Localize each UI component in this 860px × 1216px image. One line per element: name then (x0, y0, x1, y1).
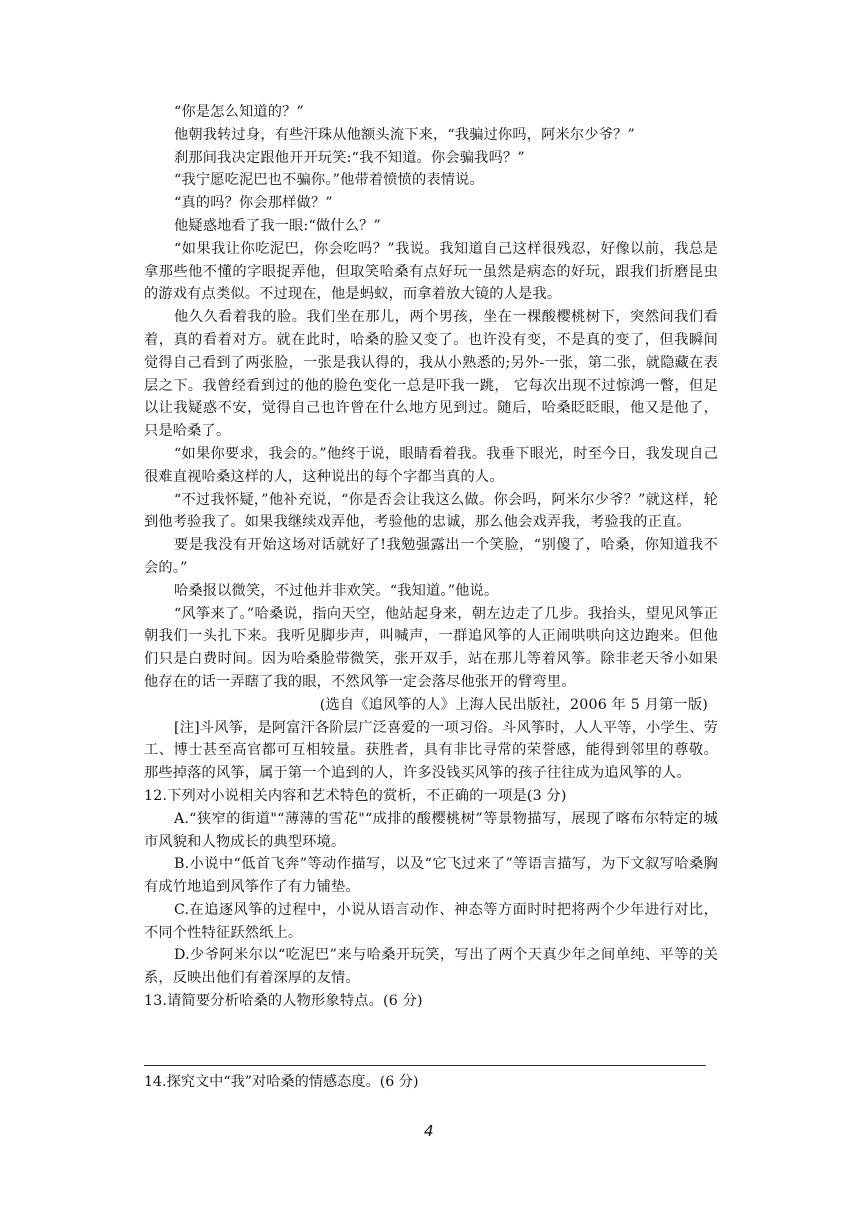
question: 12.下列对小说相关内容和艺术特色的赏析，不正确的一项是(3 分) (144, 787, 567, 804)
paragraph: B.小说中“低首飞奔”等动作描写，以及“它飞过来了”等语言描写，为下文叙写哈桑胸有成竹地追到风筝作了有力铺垫。 (144, 856, 718, 896)
paragraph: “我宁愿吃泥巴也不骗你。”他带着愤愤的表情说。 (174, 172, 484, 189)
paragraph: 刹那间我决定跟他开开玩笑:“我不知道。你会骗我吗？” (174, 149, 525, 166)
source-citation: (选自《追风筝的人》上海人民出版社，2006 年 5 月第一版) (319, 696, 708, 713)
paragraph: 哈桑报以微笑，不过他并非欢笑。“我知道。”他说。 (174, 582, 499, 599)
paragraph: “如果你要求，我会的。”他终于说，眼睛看着我。我垂下眼光，时至今日，我发现自己很难直视哈桑这样的人，这种说出的每个字都当真的人。 (144, 445, 718, 485)
paragraph: 他疑惑地看了我一眼:“做什么？” (174, 217, 381, 234)
paragraph: 他久久看着我的脸。我们坐在那儿，两个男孩，坐在一棵酸樱桃树下，突然间我们看着，真的看着对方。就在此时，哈桑的脸又变了。也许没有变，不是真的变了，但我瞬间觉得自己看到了两张脸，一张是我认得的，我从小熟悉的;另外-一张，第二张，就隐藏在表层之下。我曾经看到过的他的脸色变化一总是吓我一跳， 它每次出现不过惊鸿一瞥，但足以让我疑惑不安，觉得自己也许曾在什么地方见到过。随后，哈桑眨眨眼，他又是他了，只是哈桑了。 (144, 309, 718, 440)
paragraph: A.“狭窄的街道"“薄薄的雪花"“成排的酸樱桃树”等景物描写，展现了喀布尔特定的城市风貌和人物成长的典型环境。 (144, 810, 718, 850)
paragraph: “如果我让你吃泥巴，你会吃吗？”我说。我知道自己这样很残忍，好像以前，我总是拿那些他不懂的字眼捉弄他，但取笑哈桑有点好玩一虽然是病态的好玩，跟我们折磨昆虫的游戏有点类似。不过现在，他是蚂蚁，而拿着放大镜的人是我。 (144, 240, 718, 303)
paragraph: “不过我怀疑，”他补充说，“你是否会让我这么做。你会吗，阿米尔少爷？”就这样，轮到他考验我了。如果我继续戏弄他，考验他的忠诚，那么他会戏弄我，考验我的正直。 (144, 491, 718, 531)
paragraph: [注]斗风筝，是阿富汗各阶层广泛喜爱的一项习俗。斗风筝时，人人平等，小学生、劳工、博士甚至高官都可互相较量。获胜者，具有非比寻常的荣誉感，能得到邻里的尊敬。那些掉落的风筝，属于第一个追到的人，许多没钱买风筝的孩子往往成为追风筝的人。 (144, 719, 718, 782)
paragraph: 要是我没有开始这场对话就好了!我勉强露出一个笑脸，“别傻了，哈桑，你知道我不会的。” (144, 537, 718, 576)
paragraph: “你是怎么知道的？” (174, 104, 305, 120)
paragraph: “真的吗？你会那样做？” (174, 195, 333, 212)
question-14: 14.探究文中“我”对哈桑的情感态度。(6 分) (144, 1074, 419, 1090)
paragraph: 他朝我转过身，有些汗珠从他额头流下来，“我骗过你吗，阿米尔少爷？” (174, 126, 635, 143)
page-number: 4 (424, 1122, 434, 1140)
paragraph: D.少爷阿米尔以“吃泥巴”来与哈桑开玩笑，写出了两个天真少年之间单纯、平等的关系，反映出他们有着深厚的友情。 (144, 947, 718, 987)
question: 13.请简要分析哈桑的人物形象特点。(6 分) (144, 993, 423, 1010)
article-body (144, 101, 718, 1013)
paragraph: C.在追逐风筝的过程中，小说从语言动作、神态等方面时时把将两个少年进行对比，不同个性特征跃然纸上。 (144, 901, 718, 941)
paragraph: “风筝来了。”哈桑说，指向天空，他站起身来，朝左边走了几步。我抬头，望见风筝正朝我们一头扎下来。我听见脚步声，叫喊声，一群追风筝的人正闹哄哄向这边跑来。但他们只是白费时间。因为哈桑脸带微笑，张开双手，站在那儿等着风筝。除非老天爷小如果他存在的话一弄瞎了我的眼，不然风筝一定会落尽他张开的臂弯里。 (144, 605, 718, 690)
answer-line (144, 1065, 706, 1066)
